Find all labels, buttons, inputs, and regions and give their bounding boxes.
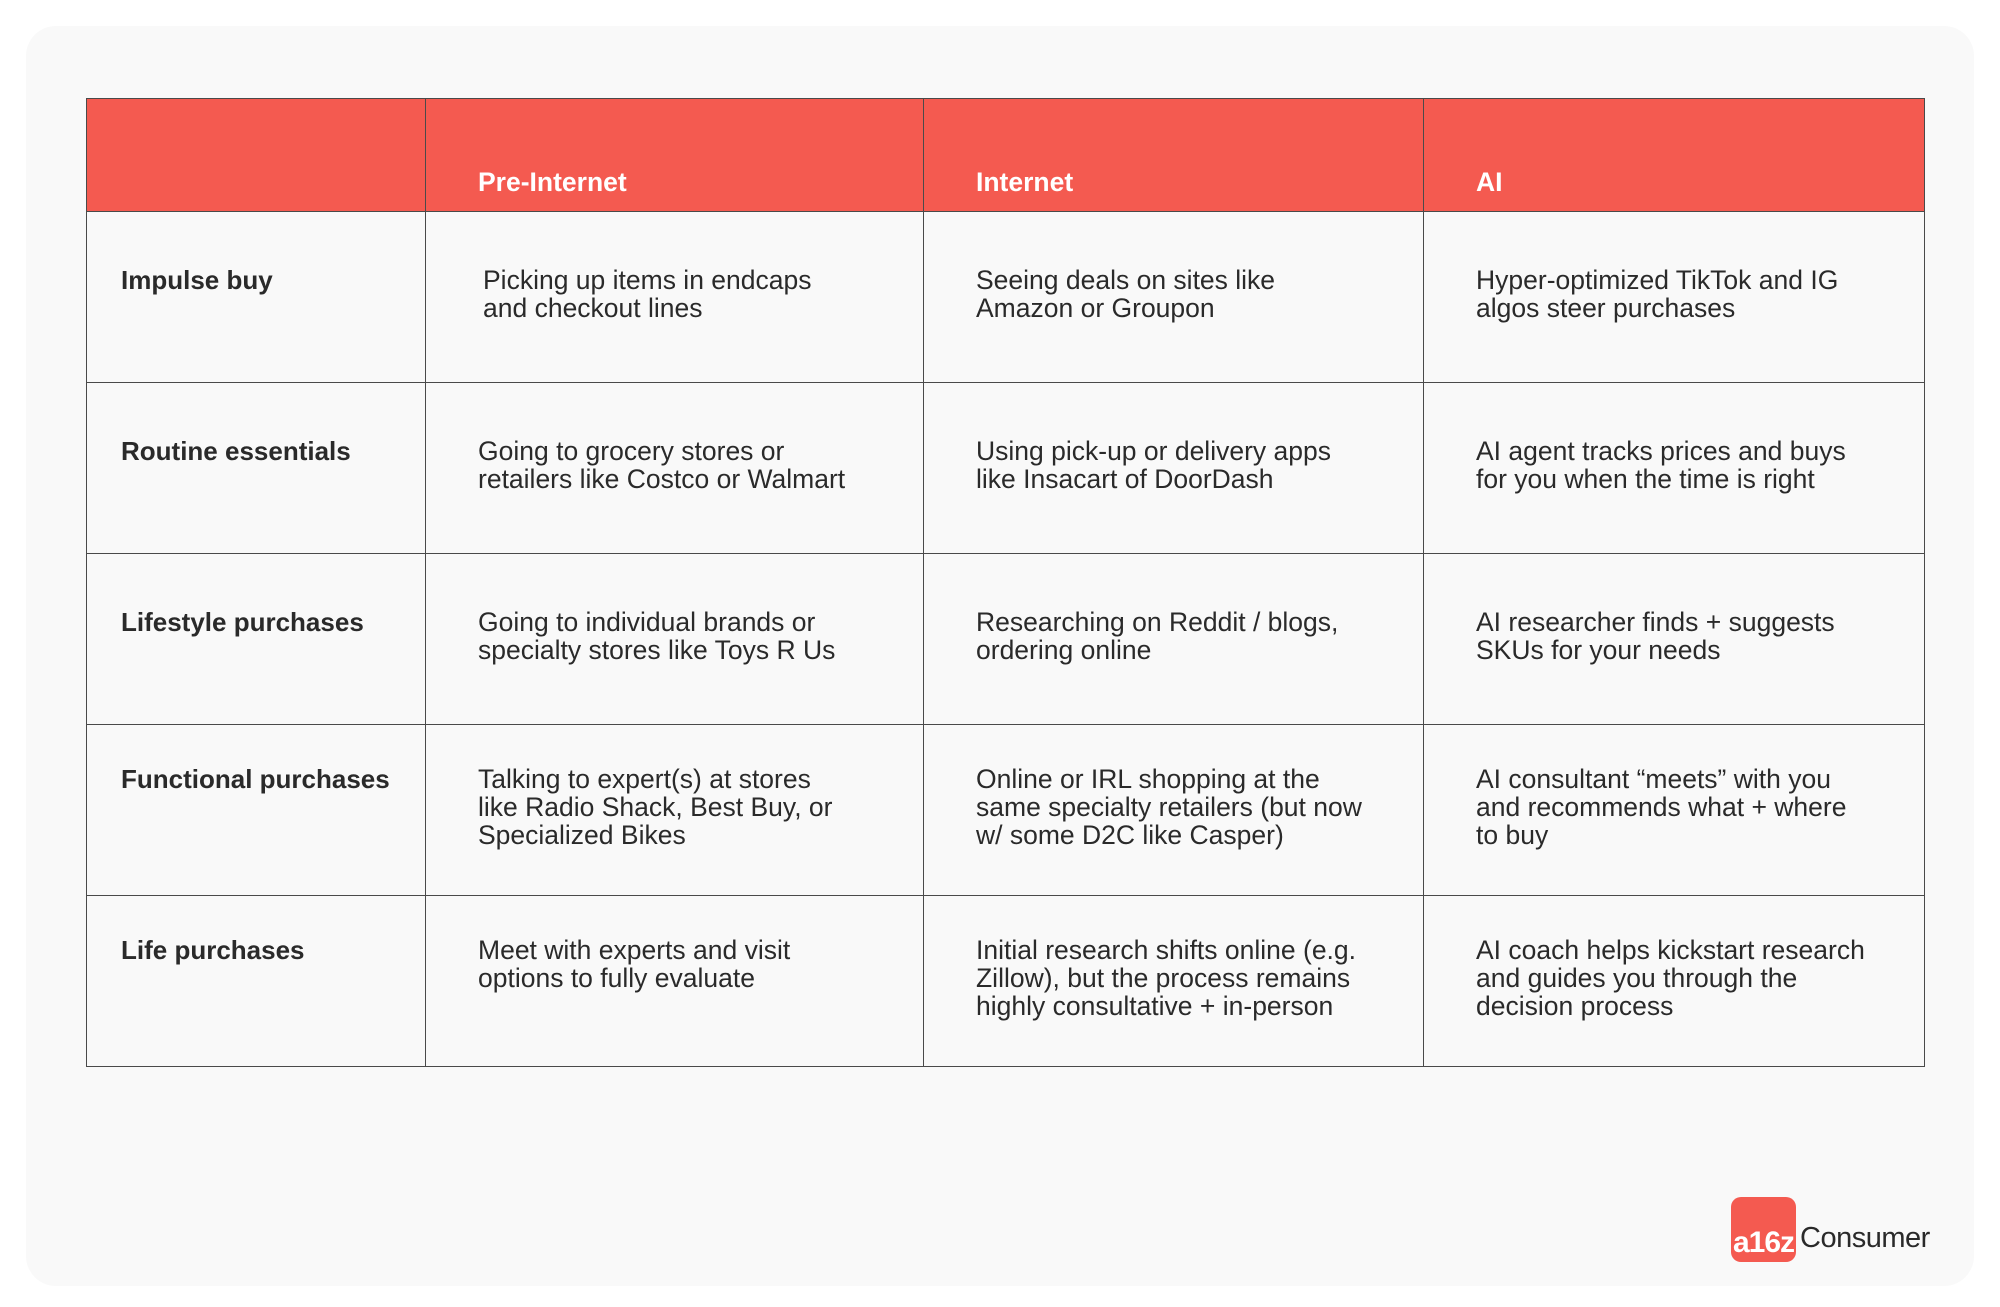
table-cell: Online or IRL shopping at the same specialty retailers (but now w/ some D2C like Casper) xyxy=(924,725,1424,896)
table-row xyxy=(87,212,1925,383)
row-label: Life purchases xyxy=(87,896,426,1067)
table-cell: Using pick-up or delivery apps like Insacart of DoorDash xyxy=(924,383,1424,554)
table-cell: Picking up items in endcaps and checkout lines xyxy=(426,212,924,383)
table-cell: Going to individual brands or specialty stores like Toys R Us xyxy=(426,554,924,725)
row-label: Routine essentials xyxy=(87,383,426,554)
table-cell: Going to grocery stores or retailers like Costco or Walmart xyxy=(426,383,924,554)
header-cell-empty xyxy=(87,99,426,212)
table-row xyxy=(87,383,1925,554)
table-cell: Initial research shifts online (e.g. Zillow), but the process remains highly consultative + in-person xyxy=(924,896,1424,1067)
row-label: Functional purchases xyxy=(87,725,426,896)
table-row xyxy=(87,554,1925,725)
table-cell: Hyper-optimized TikTok and IG algos steer purchases xyxy=(1424,212,1925,383)
row-label: Impulse buy xyxy=(87,212,426,383)
table-row xyxy=(87,896,1925,1067)
logo-wordmark: Consumer xyxy=(1800,1222,1930,1254)
header-cell-pre-internet: Pre-Internet xyxy=(426,99,924,212)
table-header-row xyxy=(87,99,1925,212)
table-cell: Seeing deals on sites like Amazon or Groupon xyxy=(924,212,1424,383)
a16z-consumer-logo xyxy=(1731,1197,1930,1262)
header-cell-internet: Internet xyxy=(924,99,1424,212)
table-cell: Meet with experts and visit options to fully evaluate xyxy=(426,896,924,1067)
table-cell: AI agent tracks prices and buys for you when the time is right xyxy=(1424,383,1925,554)
header-cell-ai: AI xyxy=(1424,99,1925,212)
a16z-logo-mark: a16z xyxy=(1731,1197,1796,1262)
table-cell: AI consultant “meets” with you and recommends what + where to buy xyxy=(1424,725,1925,896)
table-cell: Researching on Reddit / blogs, ordering online xyxy=(924,554,1424,725)
table-cell: Talking to expert(s) at stores like Radio Shack, Best Buy, or Specialized Bikes xyxy=(426,725,924,896)
row-label: Lifestyle purchases xyxy=(87,554,426,725)
table-cell: AI coach helps kickstart research and guides you through the decision process xyxy=(1424,896,1925,1067)
table-row xyxy=(87,725,1925,896)
table-cell: AI researcher finds + suggests SKUs for your needs xyxy=(1424,554,1925,725)
comparison-table xyxy=(86,98,1925,1067)
